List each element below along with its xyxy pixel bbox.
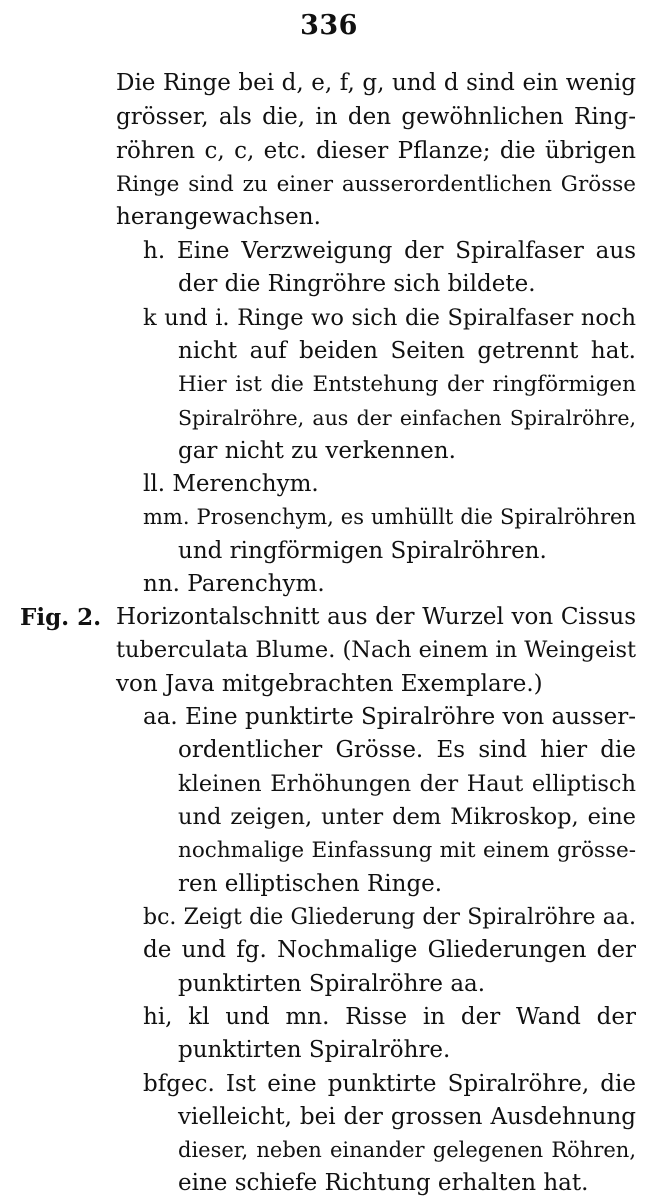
text-line: punktirten Spiralröhre aa. bbox=[178, 971, 486, 997]
text-line: Ringe sind zu einer ausserordentlichen Grösse bbox=[116, 172, 636, 197]
text-line: gar nicht zu verkennen. bbox=[178, 438, 456, 464]
text-line: eine schiefe Richtung erhalten hat. bbox=[178, 1170, 589, 1196]
text-line: bc. Zeigt die Gliederung der Spiralröhre aa. bbox=[143, 905, 636, 930]
text-line: Hier ist die Entstehung der ringförmigen bbox=[178, 372, 636, 397]
figure-label: Fig. 2. bbox=[20, 604, 102, 631]
text-line: de und fg. Nochmalige Gliederungen der bbox=[143, 937, 636, 963]
text-line: nicht auf beiden Seiten getrennt hat. bbox=[178, 338, 636, 364]
text-line: h. Eine Verzweigung der Spiralfaser aus bbox=[143, 238, 636, 264]
text-line: nn. Parenchym. bbox=[143, 571, 325, 597]
text-line: mm. Prosenchym, es umhüllt die Spiralröhren bbox=[143, 505, 636, 529]
text-line: von Java mitgebrachten Exemplare.) bbox=[116, 671, 543, 697]
text-line: und zeigen, unter dem Mikroskop, eine bbox=[178, 804, 636, 830]
text-line: kleinen Erhöhungen der Haut elliptisch bbox=[178, 771, 636, 797]
text-line: ordentlicher Grösse. Es sind hier die bbox=[178, 737, 636, 763]
page-number: 336 bbox=[300, 10, 358, 41]
text-line: nochmalige Einfassung mit einem grösse- bbox=[178, 838, 636, 863]
text-line: hi, kl und mn. Risse in der Wand der bbox=[143, 1004, 636, 1030]
text-line: röhren c, c, etc. dieser Pflanze; die übrigen bbox=[116, 138, 636, 164]
text-line: aa. Eine punktirte Spiralröhre von ausser- bbox=[143, 704, 636, 730]
text-line: ren elliptischen Ringe. bbox=[178, 871, 443, 897]
text-line: k und i. Ringe wo sich die Spiralfaser noch bbox=[143, 305, 636, 331]
text-line: dieser, neben einander gelegenen Röhren, bbox=[178, 1138, 636, 1162]
text-line: grösser, als die, in den gewöhnlichen Ring- bbox=[116, 104, 636, 130]
text-line: ll. Merenchym. bbox=[143, 471, 319, 497]
text-line: vielleicht, bei der grossen Ausdehnung bbox=[178, 1104, 636, 1130]
text-line: Spiralröhre, aus der einfachen Spiralröhre, bbox=[178, 406, 636, 430]
text-line: Die Ringe bei d, e, f, g, und d sind ein wenig bbox=[116, 70, 636, 96]
text-line: punktirten Spiralröhre. bbox=[178, 1037, 451, 1063]
text-line: tuberculata Blume. (Nach einem in Weingeist bbox=[116, 637, 637, 663]
text-line: Horizontalschnitt aus der Wurzel von Cissus bbox=[116, 604, 636, 630]
text-line: bfgec. Ist eine punktirte Spiralröhre, die bbox=[143, 1071, 636, 1097]
text-line: herangewachsen. bbox=[116, 204, 321, 230]
text-line: und ringförmigen Spiralröhren. bbox=[178, 538, 547, 564]
text-line: der die Ringröhre sich bildete. bbox=[178, 271, 536, 297]
